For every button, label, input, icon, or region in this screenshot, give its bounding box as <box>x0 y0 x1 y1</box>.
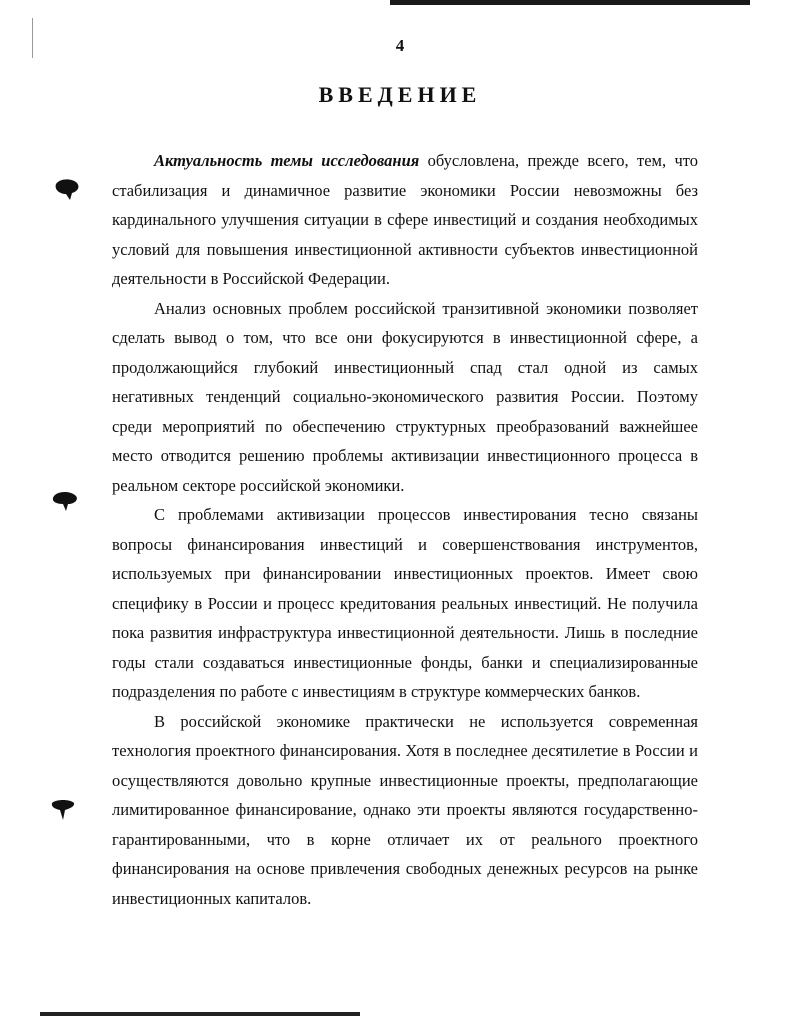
hole-punch-mark-icon <box>52 176 82 206</box>
body-text <box>112 146 698 913</box>
hole-punch-mark-icon <box>50 798 76 824</box>
paragraph-project-financing: В российской экономике практически не используется современная технология проектного финансирования. Хотя в последнее десятилетие в России и осуществляются довольно крупные инвестиционные проекты, предполагающие лимитированное финансирование, однако эти проекты являются государственно-гарантированными, что в корне отличает их от реального проектного финансирования на основе привлечения свободных денежных ресурсов на рынке инвестиционных капиталов. <box>112 711 698 908</box>
emphasis-relevance: Актуальность темы исследования <box>154 151 420 170</box>
page-number: 4 <box>395 36 405 55</box>
paragraph-relevance: Актуальность темы исследования обусловлена, прежде всего, тем, что стабилизация и динамичное развитие экономики России невозможны без кардинального улучшения ситуации в сфере инвестиций и создания необходимых условий для повышения инвестиционной активности субъектов инвестиционной деятельности в Российской Федерации. <box>112 151 699 288</box>
paragraph-financing: С проблемами активизации процессов инвестирования тесно связаны вопросы финансирования инвестиций и совершенствования инструментов, используемых при финансировании инвестиционных проектов. Имеет свою специфику в России и процесс кредитования реальных инвестиций. Не получила пока развития инфраструктура инвестиционной деятельности. Лишь в последние годы стали создаваться инвестиционные фонды, банки и специализированные подразделения по работе с инвестициям в структуре коммерческих банков. <box>112 505 698 701</box>
scan-edge-top <box>390 0 750 5</box>
page-title: ВВЕДЕНИЕ <box>318 82 482 107</box>
paragraph-analysis: Анализ основных проблем российской транзитивной экономики позволяет сделать вывод о том, что все они фокусируются в инвестиционной сфере, а продолжающийся глубокий инвестиционный спад стал одной из самых негативных тенденций социально-экономического развития России. Поэтому среди мероприятий по обеспечению структурных преобразований важнейшее место отводится решению проблемы активизации инвестиционного процесса в реальном секторе российской экономики. <box>112 298 698 495</box>
hole-punch-mark-icon <box>50 488 80 514</box>
scan-edge-bottom <box>40 1012 360 1016</box>
margin-rule <box>32 18 33 58</box>
